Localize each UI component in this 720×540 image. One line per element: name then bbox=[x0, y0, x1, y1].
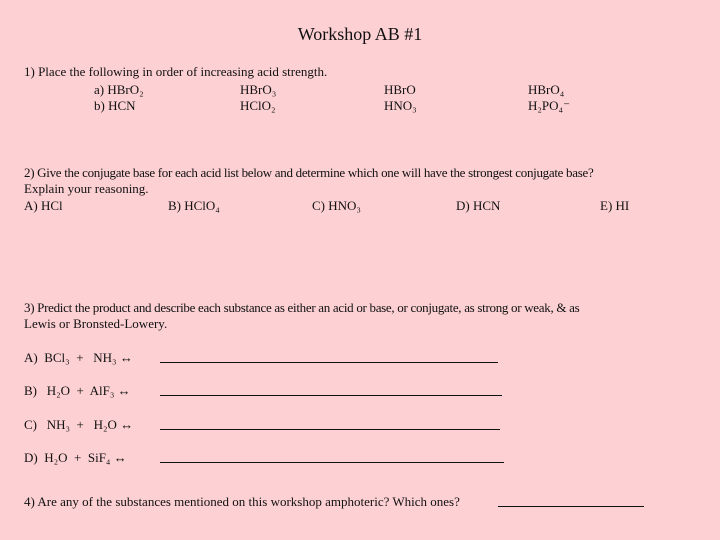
answer-line[interactable] bbox=[498, 494, 644, 507]
answer-line[interactable] bbox=[160, 383, 502, 396]
q1-prompt: 1) Place the following in order of increasing acid strength. bbox=[24, 64, 328, 79]
q2-option: E) HI bbox=[600, 198, 630, 213]
q1-item: HNO₃ bbox=[384, 98, 417, 113]
page-title: Workshop AB #1 bbox=[297, 24, 423, 44]
q4-prompt: 4) Are any of the substances mentioned on this workshop amphoteric? Which ones? bbox=[24, 494, 460, 509]
q3-prompt: 3) Predict the product and describe each substance as either an acid or base, or conjugate, as strong or weak, & as bbox=[24, 300, 580, 315]
reaction-b: B) H₂O + AlF₃ ↔ bbox=[24, 383, 131, 398]
q1-item: HBrO bbox=[384, 82, 416, 97]
q1-item: HClO₂ bbox=[240, 98, 276, 113]
q2-option: A) HCl bbox=[24, 198, 63, 213]
q1-item: a) HBrO₂ bbox=[94, 82, 144, 97]
reaction-a: A) BCl₃ + NH₃ ↔ bbox=[24, 350, 133, 365]
q2-option: B) HClO₄ bbox=[168, 198, 220, 213]
q2-option: C) HNO₃ bbox=[312, 198, 361, 213]
answer-line[interactable] bbox=[160, 350, 498, 363]
q1-item: HBrO₄ bbox=[528, 82, 565, 97]
q2-prompt: Explain your reasoning. bbox=[24, 181, 149, 196]
q1-item: b) HCN bbox=[94, 98, 136, 113]
answer-line[interactable] bbox=[160, 417, 500, 430]
answer-line[interactable] bbox=[160, 450, 504, 463]
reaction-d: D) H₂O + SiF₄ ↔ bbox=[24, 450, 127, 465]
q2-prompt: 2) Give the conjugate base for each acid list below and determine which one will have the strongest conjugate base? bbox=[24, 165, 594, 180]
q1-item: HBrO₃ bbox=[240, 82, 277, 97]
q3-prompt: Lewis or Bronsted-Lowery. bbox=[24, 316, 168, 331]
q1-item: H₂PO₄⁻ bbox=[528, 98, 570, 113]
reaction-c: C) NH₃ + H₂O ↔ bbox=[24, 417, 134, 432]
q2-option: D) HCN bbox=[456, 198, 501, 213]
